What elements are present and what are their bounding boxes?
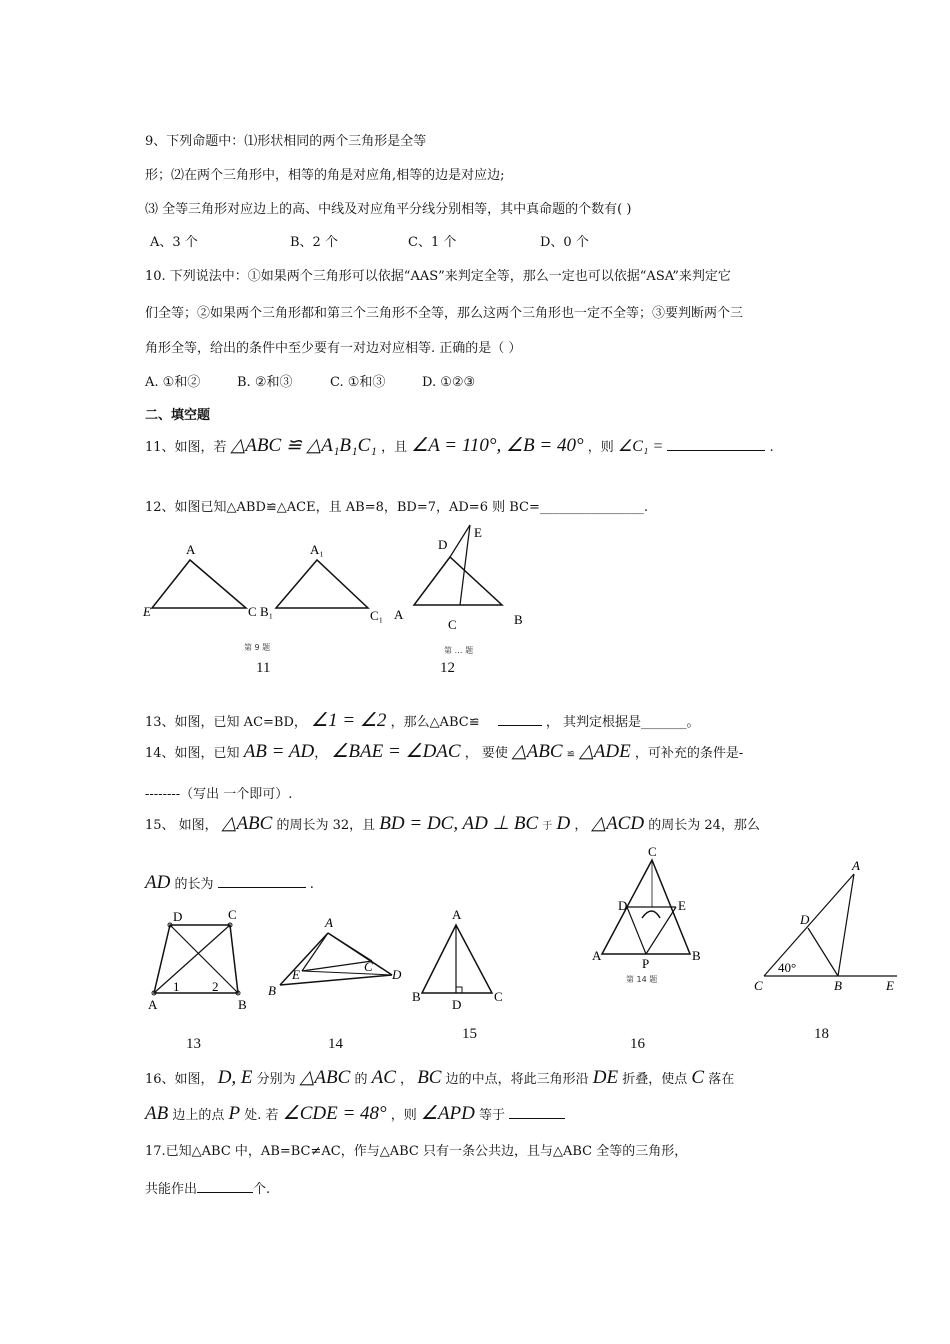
q14-expr-ade: △ADE xyxy=(579,741,631,762)
label-angle-2: 2 xyxy=(212,979,219,994)
q16-text5: 边的中点，将此三角形沿 xyxy=(445,1072,589,1087)
q11-angle-expr: ∠A = 110°, ∠B = 40° xyxy=(411,435,584,456)
q13-text3: ， 其判定根据是_______。 xyxy=(545,715,700,730)
q13-answer-blank[interactable] xyxy=(498,713,542,726)
q14-text3: ，可补充的条件是- xyxy=(634,746,744,761)
q10-option-c: C. ①和③ xyxy=(330,375,386,390)
label-d: D xyxy=(438,537,448,552)
figure-15 xyxy=(408,905,508,1019)
q16-expr-apd: ∠APD xyxy=(420,1103,475,1124)
fold-arrow xyxy=(642,911,660,918)
q14-text2: ， 要使 xyxy=(464,746,508,761)
q9-line3: ⑶ 全等三角形对应边上的高、中线及对应角平分线分别相等，其中真命题的个数有( ) xyxy=(145,202,632,217)
label-d: D xyxy=(452,997,462,1012)
label-c: C xyxy=(364,959,373,974)
figure-11-note: 第 9 题 xyxy=(244,643,271,652)
q11 xyxy=(145,434,774,457)
q15 xyxy=(145,812,760,835)
label-c: C xyxy=(494,989,503,1004)
q13-text1: 13、如图，已知 AC=BD， xyxy=(145,715,307,730)
q16-text10: ，则 xyxy=(390,1108,417,1123)
q10-option-a: A. ①和② xyxy=(145,375,201,390)
figure-16 xyxy=(590,844,710,994)
figure-18-drawing xyxy=(752,860,902,1000)
label-e: E xyxy=(143,604,151,619)
q16-expr-p: P xyxy=(228,1103,241,1124)
figure-13-drawing xyxy=(140,905,250,1015)
q16-expr-de: D, E xyxy=(217,1067,253,1088)
label-e: E xyxy=(886,978,894,993)
segment-dp xyxy=(627,907,646,954)
q14-expr-ab-ad: AB = AD xyxy=(243,741,315,762)
q16-text6: 折叠，使点 xyxy=(622,1072,688,1087)
segment-ac xyxy=(328,933,372,961)
q16-expr-cde: ∠CDE = 48° xyxy=(282,1103,387,1124)
q10-option-d: D. ①②③ xyxy=(422,375,476,390)
caption-11: 11 xyxy=(256,660,271,676)
q14-line2: --------（写出 一个即可）. xyxy=(145,787,293,802)
segment-ec xyxy=(302,961,372,971)
q14-expr-angles: ∠BAE = ∠DAC xyxy=(331,741,461,762)
q16-line1 xyxy=(145,1066,734,1089)
q17-text-a: 共能作出 xyxy=(145,1182,198,1197)
q10-line2: 们全等；②如果两个三角形都和第三个三角形不全等，那么这两个三角形也一定不全等；③要判断两个三 xyxy=(145,306,744,321)
quadrilateral-dabc xyxy=(154,925,238,993)
label-b: B xyxy=(834,978,842,993)
caption-15: 15 xyxy=(462,1026,477,1042)
figure-11-drawing xyxy=(140,540,390,680)
triangle-a1b1c1 xyxy=(276,560,368,608)
q9-options xyxy=(145,231,589,250)
label-b1: B₁ xyxy=(260,604,274,619)
q17-text-b: 个. xyxy=(253,1182,271,1197)
q13 xyxy=(145,709,700,732)
segment-ae xyxy=(302,933,328,971)
q11-end: . xyxy=(769,440,774,455)
label-a: A xyxy=(394,607,404,622)
label-b: B xyxy=(268,983,276,998)
q14-congruent-sign: ≌ xyxy=(566,749,576,760)
q11-mid: ，且 xyxy=(381,440,408,455)
segment-ep xyxy=(646,907,676,954)
label-a1: A₁ xyxy=(310,542,324,557)
q15-text5: 的周长为 24，那么 xyxy=(648,818,760,833)
figure-12 xyxy=(390,525,530,659)
label-c: C xyxy=(754,978,763,993)
q14-expr-abc: △ABC xyxy=(512,741,563,762)
label-a: A xyxy=(186,542,196,557)
label-a: A xyxy=(148,997,158,1012)
q9-option-c: C、1 个 xyxy=(408,235,457,250)
label-c: C xyxy=(248,604,257,619)
label-b: B xyxy=(238,997,247,1012)
label-a: A xyxy=(325,915,333,930)
q10-option-b: B. ②和③ xyxy=(237,375,293,390)
figure-16-note: 第 14 题 xyxy=(626,975,658,984)
label-d: D xyxy=(392,967,402,982)
label-a: A xyxy=(592,948,602,963)
figure-14-drawing xyxy=(262,915,412,1005)
q16-text9: 处. 若 xyxy=(244,1108,279,1123)
figure-18 xyxy=(752,860,902,1004)
q11-congruence-expr: △ABC ≌ △A₁B₁C₁ xyxy=(230,435,377,456)
q15-text6: 的长为 xyxy=(174,877,214,892)
caption-16: 16 xyxy=(630,1036,645,1052)
segment-ab xyxy=(280,933,328,985)
q9-option-b: B、2 个 xyxy=(290,235,338,250)
segment-ca xyxy=(154,925,230,993)
q15-text3: 于 xyxy=(542,821,553,832)
q14-sep: ， xyxy=(314,746,328,761)
q16-text7: 落在 xyxy=(708,1072,735,1087)
q17-line1: 17.已知△ABC 中，AB=BC≠AC，作与△ABC 只有一条公共边，且与△ABC 全等的三角形， xyxy=(145,1144,688,1159)
caption-14: 14 xyxy=(328,1036,343,1052)
label-b: B xyxy=(692,948,701,963)
label-angle-1: 1 xyxy=(173,979,180,994)
q15-expr-acd: △ACD xyxy=(591,813,645,834)
caption-13: 13 xyxy=(186,1036,201,1052)
q15-line2 xyxy=(145,872,314,894)
q15-text1: 15、 如图， xyxy=(145,818,218,833)
q15-end: . xyxy=(309,877,314,892)
label-e: E xyxy=(292,967,300,982)
q11-mid2: ，则 xyxy=(587,440,614,455)
q14-text1: 14、如图，已知 xyxy=(145,746,240,761)
q17-line2 xyxy=(145,1178,270,1197)
label-angle-40: 40° xyxy=(778,960,797,975)
label-e: E xyxy=(474,525,482,540)
figure-12-drawing xyxy=(390,525,530,655)
segment-db xyxy=(808,928,838,976)
q12: 12、如图已知△ABD≌△ACE，且 AB=8，BD=7，AD=6 则 BC=________________. xyxy=(145,500,649,515)
q9-line1: 9、下列命题中：⑴形状相同的两个三角形是全等 xyxy=(145,134,427,149)
q16-line2 xyxy=(145,1102,565,1125)
triangle-abc xyxy=(414,557,502,605)
q15-text2: 的周长为 32，且 xyxy=(276,818,376,833)
triangle-abc xyxy=(152,560,246,608)
q16-text2: 分别为 xyxy=(256,1072,296,1087)
figure-15-drawing xyxy=(408,905,508,1015)
q16-expr-fold-line: DE xyxy=(592,1067,619,1088)
label-a: A xyxy=(852,858,860,873)
q11-answer-blank[interactable] xyxy=(667,438,765,451)
triangle-abc xyxy=(422,925,492,993)
q16-text1: 16、如图， xyxy=(145,1072,214,1087)
label-p: P xyxy=(642,956,650,971)
figure-12-note: 第 … 题 xyxy=(444,646,474,655)
label-c1: C₁ xyxy=(370,608,384,623)
q13-text2: ，那么△ABC≌ xyxy=(390,715,480,730)
q16-expr-ab: AB xyxy=(145,1103,169,1124)
q15-expr-ad: AD xyxy=(145,872,171,893)
label-c: C xyxy=(648,844,657,859)
q16-expr-c: C xyxy=(691,1067,705,1088)
figure-14 xyxy=(262,915,412,1009)
segment-db xyxy=(170,925,238,993)
q16-expr-bc: BC xyxy=(417,1067,442,1088)
q10-line1: 10. 下列说法中：①如果两个三角形可以依据“AAS”来判定全等，那么一定也可以依据“ASA”来判定它 xyxy=(145,269,731,284)
segment-da xyxy=(602,907,627,954)
q15-expr-conditions: BD = DC, AD ⊥ BC xyxy=(379,813,539,834)
right-angle-mark xyxy=(456,987,462,993)
caption-12: 12 xyxy=(440,660,455,676)
q11-answer-expr: ∠C₁ = xyxy=(617,438,664,455)
label-b: B xyxy=(514,612,523,627)
q9-option-d: D、0 个 xyxy=(540,235,589,250)
section-fill-in-title: 二、填空题 xyxy=(145,408,211,423)
q16-expr-ac: AC xyxy=(371,1067,396,1088)
q16-expr-abc: △ABC xyxy=(299,1067,351,1088)
label-c: C xyxy=(448,617,457,632)
q13-angle-expr: ∠1 = ∠2 xyxy=(311,710,387,731)
label-b: B xyxy=(412,989,421,1004)
segment-ec xyxy=(460,525,470,605)
q16-text4: ， xyxy=(400,1072,414,1087)
q16-answer-blank[interactable] xyxy=(509,1106,565,1119)
q15-expr-abc: △ABC xyxy=(221,813,273,834)
q14 xyxy=(145,740,743,763)
q15-answer-blank[interactable] xyxy=(218,875,306,888)
q17-answer-blank[interactable] xyxy=(197,1180,253,1193)
label-e: E xyxy=(678,898,686,913)
label-a: A xyxy=(452,907,462,922)
figure-16-drawing xyxy=(590,844,710,990)
label-c: C xyxy=(228,907,237,922)
q15-text4: ， xyxy=(574,818,588,833)
label-d: D xyxy=(800,912,810,927)
q9-line2: 形；⑵在两个三角形中，相等的角是对应角,相等的边是对应边; xyxy=(145,168,505,183)
q15-expr-d: D xyxy=(556,813,571,834)
q16-text11: 等于 xyxy=(479,1108,506,1123)
q16-text8: 边上的点 xyxy=(172,1108,225,1123)
label-d: D xyxy=(618,898,628,913)
q11-prefix: 11、如图，若 xyxy=(145,440,227,455)
q9-option-a: A、3 个 xyxy=(150,235,198,250)
q10-options xyxy=(145,371,475,390)
caption-18: 18 xyxy=(814,1026,829,1042)
segment-ed xyxy=(302,971,392,975)
label-d: D xyxy=(173,909,183,924)
q16-text3: 的 xyxy=(354,1072,368,1087)
figure-13 xyxy=(140,905,250,1019)
q10-line3: 角形全等，给出的条件中至少要有一对边对应相等. 正确的是（ ） xyxy=(145,341,522,356)
